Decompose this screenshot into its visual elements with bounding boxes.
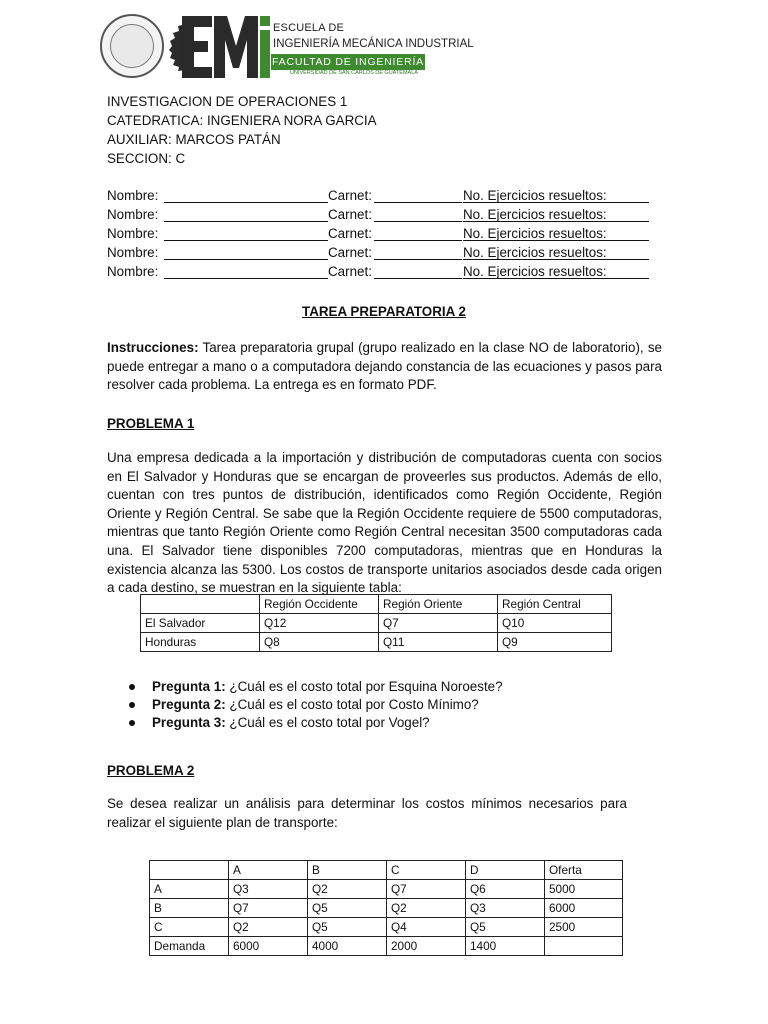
table-cell: Q12 xyxy=(260,614,379,633)
table-cell: Q5 xyxy=(466,918,545,937)
exercises-label: No. Ejercicios resueltos: xyxy=(463,188,607,203)
table-cell: Q2 xyxy=(387,899,466,918)
question-label: Pregunta 1: xyxy=(152,679,226,694)
table-cell: Demanda xyxy=(150,937,229,956)
table-cell: D xyxy=(466,861,545,880)
table-cell: Q6 xyxy=(466,880,545,899)
table-cell: Q4 xyxy=(387,918,466,937)
problem2-transport-table xyxy=(149,860,623,956)
exercises-label: No. Ejercicios resueltos: xyxy=(463,226,607,241)
logo-line-ingenieria: INGENIERÍA MECÁNICA INDUSTRIAL xyxy=(273,38,474,50)
problem2-heading: PROBLEMA 2 xyxy=(107,763,195,778)
carnet-field[interactable] xyxy=(374,207,462,222)
table-cell: Q7 xyxy=(229,899,308,918)
logo-line-universidad: UNIVERSIDAD DE SAN CARLOS DE GUATEMALA xyxy=(290,70,418,76)
question-label: Pregunta 3: xyxy=(152,715,226,730)
table-cell: Q9 xyxy=(498,633,612,652)
logo-line-facultad: FACULTAD DE INGENIERÍA xyxy=(272,56,424,68)
table-cell: Honduras xyxy=(141,633,260,652)
table-cell xyxy=(545,937,623,956)
table-cell: 1400 xyxy=(466,937,545,956)
table-cell: Q10 xyxy=(498,614,612,633)
question-1 xyxy=(152,677,503,696)
exercises-label: No. Ejercicios resueltos: xyxy=(463,245,607,260)
name-field[interactable] xyxy=(164,245,328,260)
carnet-label: Carnet: xyxy=(328,207,372,222)
name-label: Nombre: xyxy=(107,264,159,279)
problem1-cost-table xyxy=(140,594,612,652)
carnet-field[interactable] xyxy=(374,245,462,260)
table-row xyxy=(141,633,612,652)
table-cell: B xyxy=(308,861,387,880)
table-cell: Q8 xyxy=(260,633,379,652)
table-cell xyxy=(141,595,260,614)
instructions-text: Tarea preparatoria grupal (grupo realizado en la clase NO de laboratorio), se puede entregar a mano o a computadora dejando constancia de las ecuaciones y pasos para resolver cada problema. La entrega es en formato PDF. xyxy=(107,340,662,393)
table-cell: A xyxy=(229,861,308,880)
table-row xyxy=(150,880,623,899)
instructions-paragraph xyxy=(107,339,662,395)
problem2-text: Se desea realizar un análisis para determinar los costos mínimos necesarios para realizar el siguiente plan de transporte: xyxy=(107,796,627,830)
table-cell: C xyxy=(150,918,229,937)
table-cell: 6000 xyxy=(545,899,623,918)
problem1-heading: PROBLEMA 1 xyxy=(107,416,195,431)
table-cell: Región Central xyxy=(498,595,612,614)
bullet-icon xyxy=(128,701,136,709)
table-cell: Oferta xyxy=(545,861,623,880)
table-cell xyxy=(150,861,229,880)
course-assistant: AUXILIAR: MARCOS PATÁN xyxy=(107,132,281,147)
table-cell: Región Occidente xyxy=(260,595,379,614)
emi-logo xyxy=(176,10,272,84)
exercises-field[interactable] xyxy=(463,245,649,260)
name-field[interactable] xyxy=(164,207,328,222)
table-row xyxy=(150,899,623,918)
table-cell: Q2 xyxy=(229,918,308,937)
name-label: Nombre: xyxy=(107,188,159,203)
bullet-icon xyxy=(128,683,136,691)
question-2 xyxy=(152,695,479,714)
carnet-field[interactable] xyxy=(374,188,462,203)
exercises-field[interactable] xyxy=(463,264,649,279)
bullet-icon xyxy=(128,719,136,727)
exercises-field[interactable] xyxy=(463,226,649,241)
table-cell: 2500 xyxy=(545,918,623,937)
table-cell: Región Oriente xyxy=(379,595,498,614)
carnet-label: Carnet: xyxy=(328,264,372,279)
table-cell: Q11 xyxy=(379,633,498,652)
table-cell: 5000 xyxy=(545,880,623,899)
table-cell: Q7 xyxy=(387,880,466,899)
carnet-label: Carnet: xyxy=(328,188,372,203)
carnet-field[interactable] xyxy=(374,264,462,279)
name-label: Nombre: xyxy=(107,207,159,222)
question-label: Pregunta 2: xyxy=(152,697,226,712)
table-header-row xyxy=(150,861,623,880)
course-teacher: CATEDRATICA: INGENIERA NORA GARCIA xyxy=(107,113,377,128)
exercises-label: No. Ejercicios resueltos: xyxy=(463,207,607,222)
carnet-label: Carnet: xyxy=(328,226,372,241)
document-title: TAREA PREPARATORIA 2 xyxy=(302,304,466,319)
table-row xyxy=(150,937,623,956)
name-field[interactable] xyxy=(164,226,328,241)
table-cell: 2000 xyxy=(387,937,466,956)
table-cell: 6000 xyxy=(229,937,308,956)
exercises-field[interactable] xyxy=(463,207,649,222)
table-cell: 4000 xyxy=(308,937,387,956)
carnet-field[interactable] xyxy=(374,226,462,241)
table-cell: Q2 xyxy=(308,880,387,899)
carnet-label: Carnet: xyxy=(328,245,372,260)
course-name: INVESTIGACION DE OPERACIONES 1 xyxy=(107,94,348,109)
instructions-label: Instrucciones: xyxy=(107,340,199,355)
table-cell: El Salvador xyxy=(141,614,260,633)
table-header-row xyxy=(141,595,612,614)
table-cell: A xyxy=(150,880,229,899)
exercises-field[interactable] xyxy=(463,188,649,203)
name-field[interactable] xyxy=(164,188,328,203)
table-row xyxy=(150,918,623,937)
name-field[interactable] xyxy=(164,264,328,279)
table-cell: Q3 xyxy=(229,880,308,899)
logo-line-escuela: ESCUELA DE xyxy=(273,22,345,34)
table-row xyxy=(141,614,612,633)
question-text: ¿Cuál es el costo total por Costo Mínimo? xyxy=(225,697,479,712)
table-cell: Q5 xyxy=(308,918,387,937)
question-text: ¿Cuál es el costo total por Vogel? xyxy=(225,715,430,730)
problem1-text: Una empresa dedicada a la importación y distribución de computadoras cuenta con socios en El Salvador y Honduras que se encargan de proveerles sus productos. Además de ello, cuentan con tres puntos de distribución, identificados como Región Occidente, Región Oriente y Región Central. Se sabe que la Región Occidente requiere de 5500 computadoras, mientras que tanto Región Oriente como Región Central necesitan 3500 computadoras cada una. El Salvador tiene disponibles 7200 computadoras, mientras que en Honduras la existencia alcanza las 5300. Los costos de transporte unitarios asociados desde cada origen a cada destino, se muestran en la siguiente tabla: xyxy=(107,450,662,596)
table-cell: C xyxy=(387,861,466,880)
table-cell: Q5 xyxy=(308,899,387,918)
question-3 xyxy=(152,713,430,732)
course-section: SECCION: C xyxy=(107,151,186,166)
name-label: Nombre: xyxy=(107,245,159,260)
table-cell: B xyxy=(150,899,229,918)
table-cell: Q3 xyxy=(466,899,545,918)
question-text: ¿Cuál es el costo total por Esquina Noroeste? xyxy=(225,679,503,694)
name-label: Nombre: xyxy=(107,226,159,241)
university-seal-logo xyxy=(100,14,164,78)
table-cell: Q7 xyxy=(379,614,498,633)
exercises-label: No. Ejercicios resueltos: xyxy=(463,264,607,279)
